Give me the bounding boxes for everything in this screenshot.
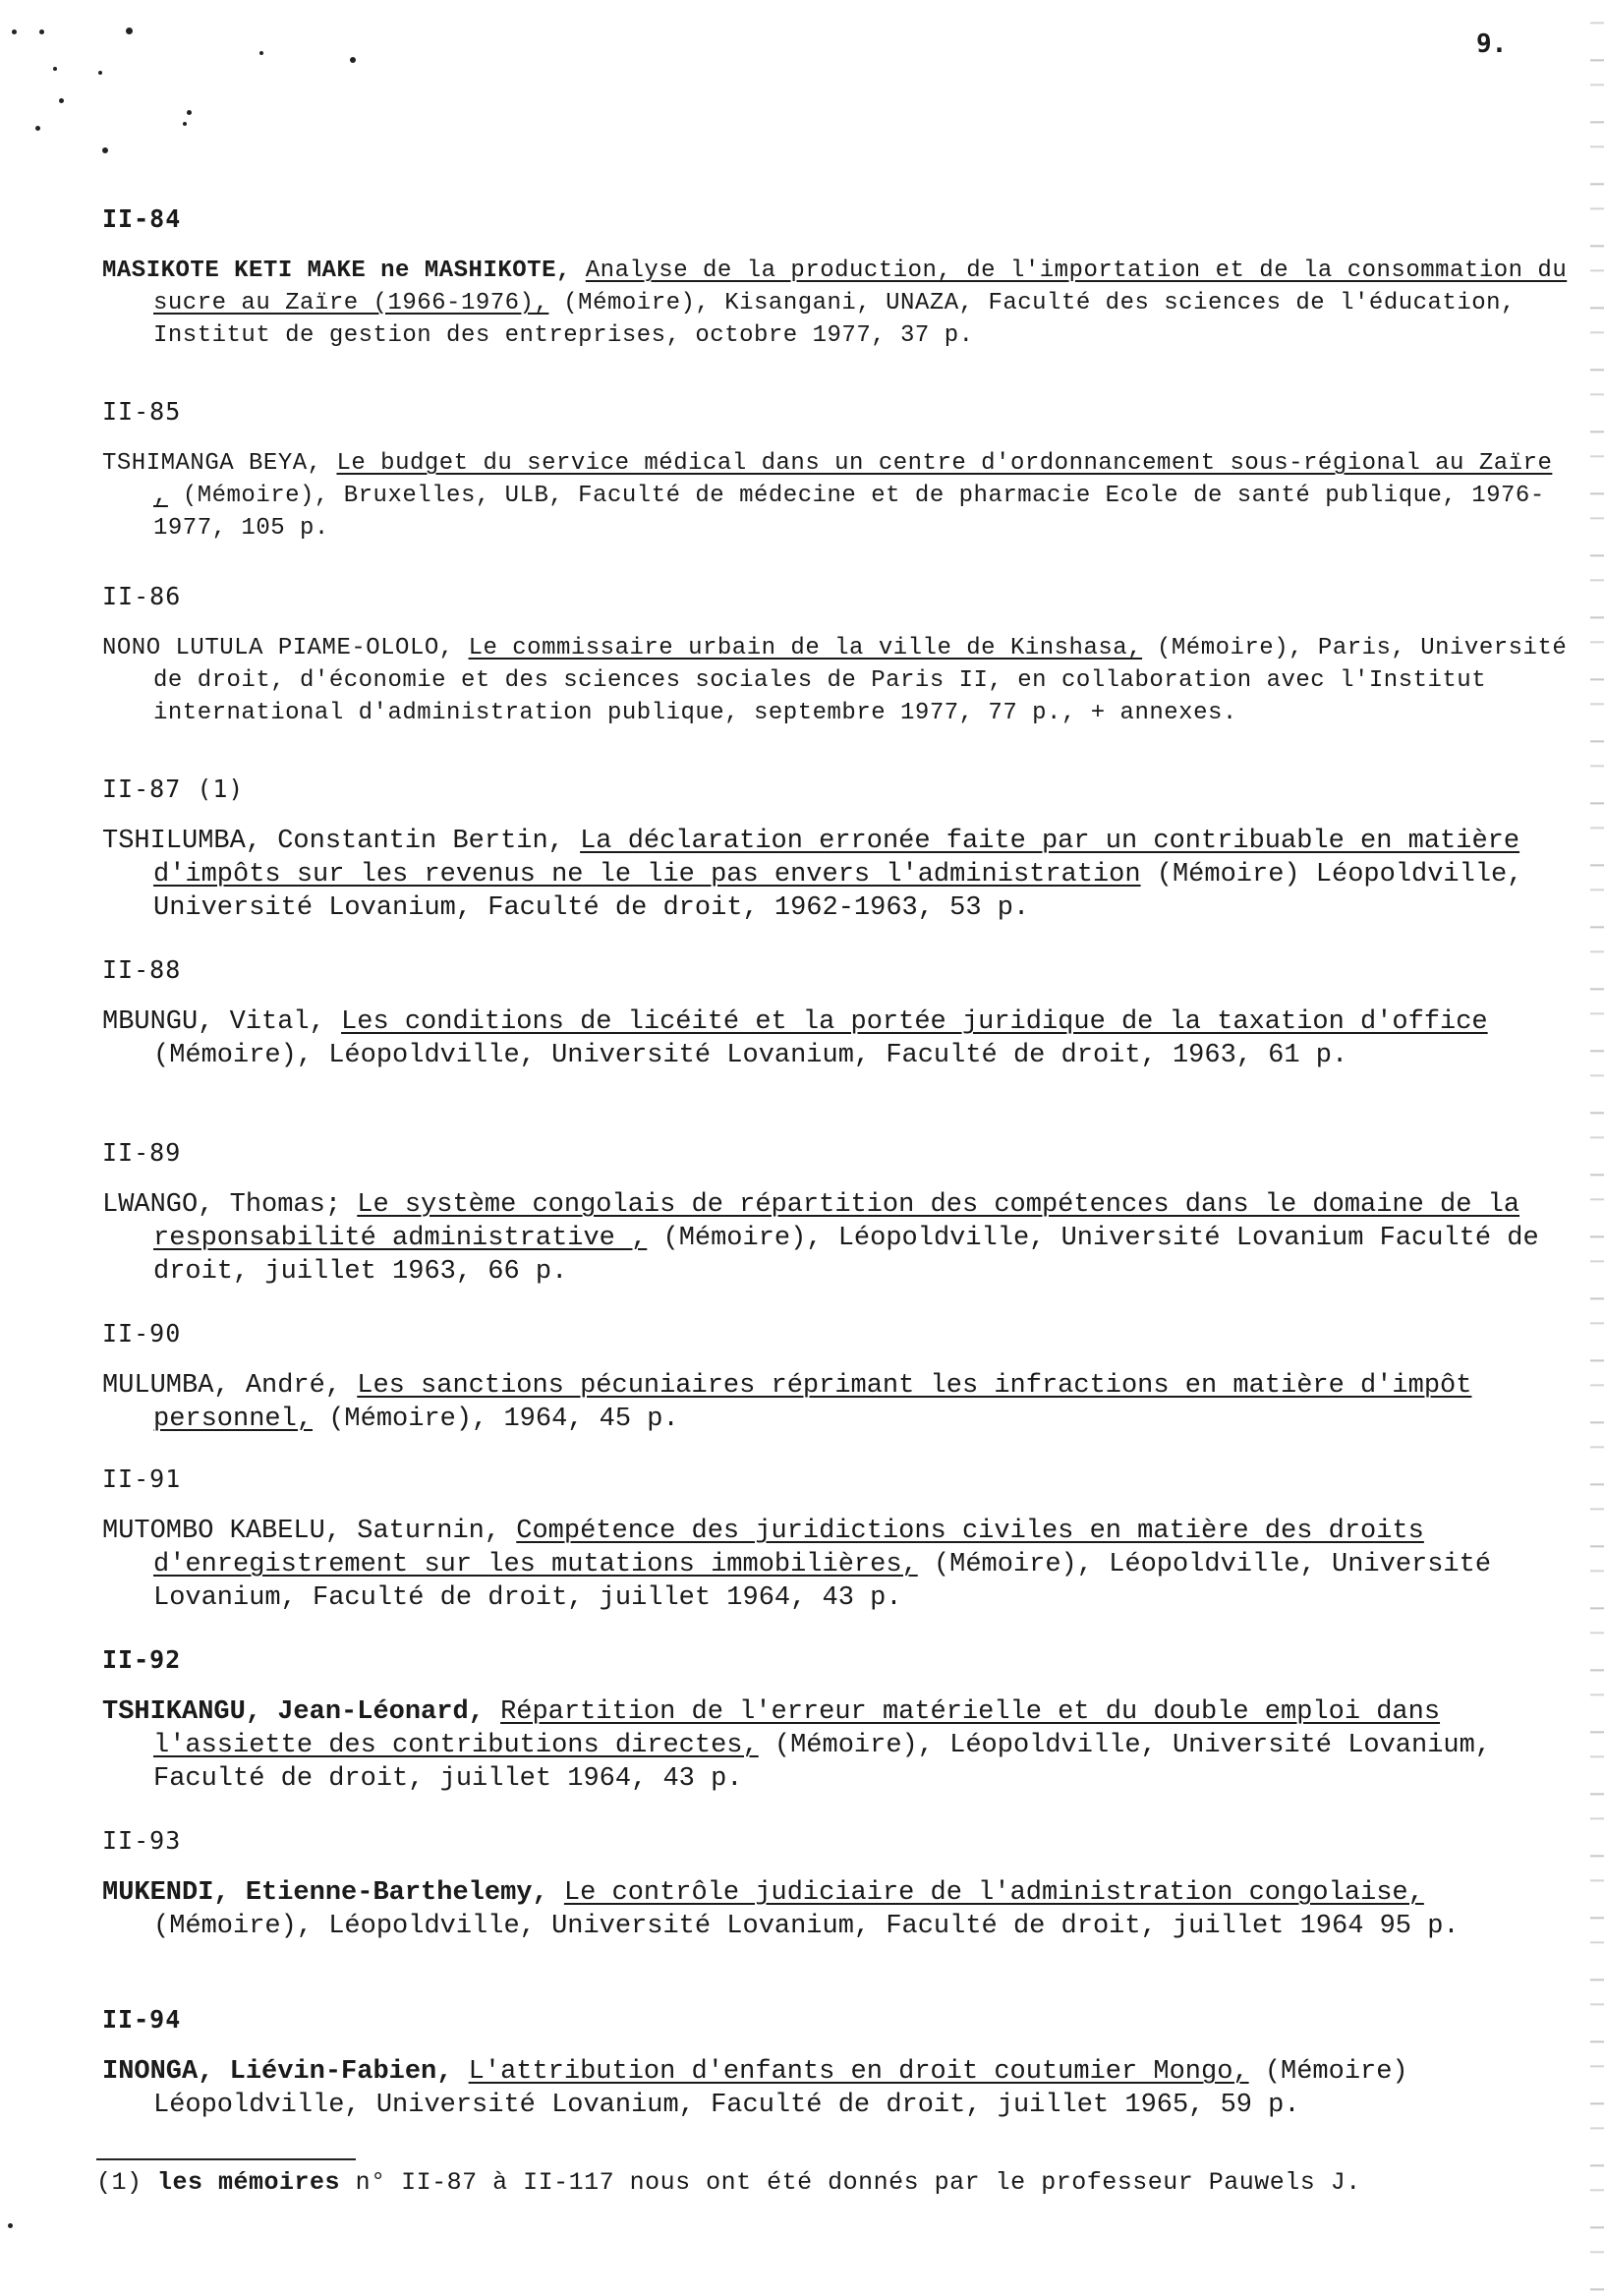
entry-id: II-87 (1) (102, 775, 245, 803)
entry-title: Compétence des juridictions civiles en matière des droits d'enregistrement sur les mutations immobilières, (153, 1517, 1424, 1579)
bibliography-entry (102, 1464, 1576, 1615)
entry-author: MUTOMBO KABELU, Saturnin, (102, 1517, 501, 1546)
scan-speck (183, 122, 187, 126)
entry-author: LWANGO, Thomas; (102, 1190, 342, 1220)
scan-speck (102, 147, 108, 153)
bibliography-entry (102, 1138, 1576, 1289)
bibliography-entry (102, 775, 1576, 925)
entry-title: Le budget du service médical dans un centre d'ordonnancement sous-régional au Zaïre , (153, 450, 1553, 509)
entry-id: II-93 (102, 1826, 182, 1855)
entry-author: MBUNGU, Vital, (102, 1007, 325, 1037)
bibliography-entry (102, 397, 1576, 545)
footnote (96, 2168, 1361, 2197)
entry-title: Le commissaire urbain de la ville de Kinshasa, (468, 635, 1143, 661)
scan-speck (59, 98, 64, 103)
bibliography-entry (102, 2005, 1576, 2122)
entry-citation (102, 447, 1576, 545)
entry-citation (102, 1188, 1576, 1289)
bibliography-entry (102, 1319, 1576, 1436)
entry-author: MASIKOTE KETI MAKE ne MASHIKOTE, (102, 258, 571, 284)
entry-details: (Mémoire) Léopoldville, Université Lovanium, Faculté de droit, juillet 1965, 59 p. (153, 2057, 1408, 2120)
footnote-lead: les mémoires (157, 2168, 341, 2197)
entry-id: II-92 (102, 1645, 182, 1674)
entry-details: (Mémoire), Léopoldville, Université Lovanium, Faculté de droit, 1963, 61 p. (153, 1041, 1348, 1070)
scan-speck (8, 2223, 13, 2228)
entry-details: (Mémoire), Léopoldville, Université Lovanium, Faculté de droit, juillet 1964, 43 p. (153, 1731, 1492, 1794)
scan-edge-artifact (1590, 0, 1604, 2296)
entry-citation (102, 255, 1576, 352)
entry-citation (102, 2055, 1576, 2122)
footnote-divider (96, 2158, 356, 2160)
scan-speck (35, 126, 40, 131)
entry-id: II-94 (102, 2005, 182, 2034)
entry-title: Les conditions de licéité et la portée juridique de la taxation d'office (341, 1007, 1488, 1037)
entry-details: (Mémoire), 1964, 45 p. (328, 1405, 679, 1434)
entry-author: NONO LUTULA PIAME-OLOLO, (102, 635, 454, 661)
entry-citation (102, 825, 1576, 925)
entry-author: TSHIKANGU, Jean-Léonard, (102, 1697, 485, 1727)
bibliography-entry (102, 582, 1576, 729)
entry-title: Répartition de l'erreur matérielle et du double emploi dans l'assiette des contributions directes, (153, 1697, 1441, 1760)
entry-citation (102, 1695, 1576, 1796)
entry-title: Analyse de la production, de l'importation et de la consommation du sucre au Zaïre (1966-1976), (153, 258, 1568, 316)
scan-speck (12, 29, 17, 34)
entry-title: L'attribution d'enfants en droit coutumier Mongo, (468, 2057, 1249, 2087)
bibliography-entry (102, 204, 1576, 352)
entry-title: La déclaration erronée faite par un contribuable en matière d'impôts sur les revenus ne le lie pas envers l'administration (153, 827, 1520, 890)
entry-citation (102, 1876, 1576, 1943)
entry-citation (102, 1369, 1576, 1436)
entry-id: II-84 (102, 204, 182, 233)
entry-citation (102, 632, 1576, 729)
entry-author: MULUMBA, André, (102, 1371, 342, 1401)
entry-author: TSHIMANGA BEYA, (102, 450, 322, 477)
entry-details: (Mémoire), Bruxelles, ULB, Faculté de médecine et de pharmacie Ecole de santé publique, 1976-1977, 105 p. (153, 483, 1545, 542)
scan-speck (39, 29, 44, 34)
footnote-marker: (1) (96, 2168, 143, 2197)
scan-speck (259, 51, 263, 55)
entry-details: (Mémoire), Kisangani, UNAZA, Faculté des sciences de l'éducation, Institut de gestion des entreprises, octobre 1977, 37 p. (153, 290, 1516, 349)
entry-id: II-85 (102, 397, 182, 426)
entry-details: (Mémoire), Léopoldville, Université Lovanium, Faculté de droit, juillet 1964 95 p. (153, 1912, 1460, 1941)
scan-speck (187, 110, 192, 115)
entry-citation (102, 1515, 1576, 1615)
entry-title: Les sanctions pécuniaires réprimant les infractions en matière d'impôt personnel, (153, 1371, 1472, 1434)
entry-citation (102, 1005, 1576, 1072)
scan-speck (98, 71, 102, 75)
scan-speck (53, 67, 57, 71)
entry-id: II-90 (102, 1319, 182, 1348)
entry-author: MUKENDI, Etienne-Barthelemy, (102, 1878, 548, 1908)
entry-author: TSHILUMBA, Constantin Bertin, (102, 827, 564, 856)
entry-author: INONGA, Liévin-Fabien, (102, 2057, 453, 2087)
entry-title: Le système congolais de répartition des compétences dans le domaine de la responsabilité administrative , (153, 1190, 1520, 1253)
scan-speck (126, 28, 133, 34)
entry-id: II-88 (102, 955, 182, 984)
entry-id: II-91 (102, 1464, 182, 1493)
entry-title: Le contrôle judiciaire de l'administration congolaise, (563, 1878, 1424, 1908)
entry-id: II-86 (102, 582, 182, 610)
footnote-text: n° II-87 à II-117 nous ont été donnés par le professeur Pauwels J. (355, 2168, 1361, 2197)
entry-id: II-89 (102, 1138, 182, 1167)
bibliography-entry (102, 955, 1576, 1072)
bibliography-entry (102, 1645, 1576, 1796)
page-number: 9. (1476, 29, 1508, 59)
entry-details: (Mémoire), Paris, Université de droit, d'économie et des sciences sociales de Paris II, en collaboration avec l'Institut international d'administration publique, septembre 1977, 77 p., + annexes. (153, 635, 1568, 726)
scan-speck (350, 57, 356, 63)
bibliography-entry (102, 1826, 1576, 1943)
entry-details: (Mémoire), Léopoldville, Université Lovanium, Faculté de droit, juillet 1964, 43 p. (153, 1550, 1492, 1613)
entry-details: (Mémoire), Léopoldville, Université Lovanium Faculté de droit, juillet 1963, 66 p. (153, 1224, 1539, 1287)
entry-details: (Mémoire) Léopoldville, Université Lovanium, Faculté de droit, 1962-1963, 53 p. (153, 860, 1523, 923)
